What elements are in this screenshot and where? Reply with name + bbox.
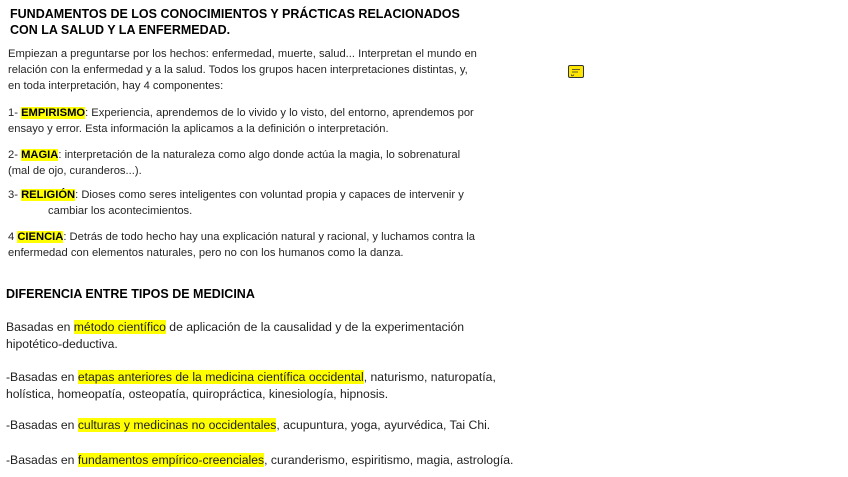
- item-prefix: Basadas en: [6, 320, 74, 334]
- medicine-type-3: [6, 417, 490, 434]
- component-term: CIENCIA: [17, 231, 64, 243]
- medicine-type-2: [6, 369, 496, 386]
- speech-bubble-comment-icon[interactable]: [568, 65, 584, 78]
- component-description: : Experiencia, aprendemos de lo vivido y lo visto, del entorno, aprendemos por: [85, 107, 474, 119]
- medicine-type-4: [6, 452, 513, 469]
- item-highlight: etapas anteriores de la medicina científica occidental: [77, 370, 364, 384]
- item-prefix: -Basadas en: [6, 418, 78, 432]
- item-prefix: -Basadas en: [6, 370, 78, 384]
- component-3-continuation: cambiar los acontecimientos.: [48, 205, 193, 217]
- item-suffix: , acupuntura, yoga, ayurvédica, Tai Chi.: [276, 418, 491, 432]
- item-suffix: de aplicación de la causalidad y de la experimentación: [165, 320, 465, 334]
- item-highlight: método científico: [73, 320, 166, 334]
- section-heading: DIFERENCIA ENTRE TIPOS DE MEDICINA: [6, 287, 255, 301]
- component-4-line-2: enfermedad con elementos naturales, pero no con los humanos como la danza.: [8, 247, 404, 259]
- medicine-type-1: [6, 319, 464, 336]
- item-highlight: culturas y medicinas no occidentales: [77, 418, 277, 432]
- component-3: [8, 187, 464, 203]
- component-1: [8, 105, 474, 121]
- component-number: 2-: [8, 149, 22, 161]
- medicine-type-1-line-2: hipotético-deductiva.: [6, 337, 118, 351]
- component-description: : Detrás de todo hecho hay una explicación natural y racional, y luchamos contra la: [63, 231, 476, 243]
- component-2: [8, 147, 460, 163]
- item-suffix: , curanderismo, espiritismo, magia, astrología.: [264, 453, 514, 467]
- component-number: 3-: [8, 189, 22, 201]
- medicine-type-2-line-2: holística, homeopatía, osteopatía, quiropráctica, kinesiología, hipnosis.: [6, 387, 389, 401]
- component-4: [8, 229, 475, 245]
- component-1-line-2: ensayo y error. Esta información la aplicamos a la definición o interpretación.: [8, 123, 389, 135]
- component-number: 4: [8, 231, 18, 243]
- item-prefix: -Basadas en: [6, 453, 78, 467]
- document-title: FUNDAMENTOS DE LOS CONOCIMIENTOS Y PRÁCTICAS RELACIONADOS CON LA SALUD Y LA ENFERMEDAD.: [10, 7, 460, 37]
- component-term: MAGIA: [21, 149, 59, 161]
- intro-line-3: en toda interpretación, hay 4 componentes:: [8, 80, 224, 92]
- component-description: : interpretación de la naturaleza como algo donde actúa la magia, lo sobrenatural: [58, 149, 461, 161]
- component-term: EMPIRISMO: [21, 107, 86, 119]
- component-3-line-2: [8, 203, 192, 219]
- item-highlight: fundamentos empírico-creenciales: [77, 453, 265, 467]
- component-2-line-2: (mal de ojo, curanderos...).: [8, 165, 142, 177]
- intro-line-1: Empiezan a preguntarse por los hechos: enfermedad, muerte, salud... Interpretan el mundo en: [8, 48, 477, 60]
- component-description: : Dioses como seres inteligentes con voluntad propia y capaces de intervenir y: [75, 189, 464, 201]
- item-suffix: , naturismo, naturopatía,: [363, 370, 496, 384]
- intro-line-2: relación con la enfermedad y a la salud. Todos los grupos hacen interpretaciones distintas, y,: [8, 64, 468, 76]
- component-term: RELIGIÓN: [21, 189, 76, 201]
- component-number: 1-: [8, 107, 22, 119]
